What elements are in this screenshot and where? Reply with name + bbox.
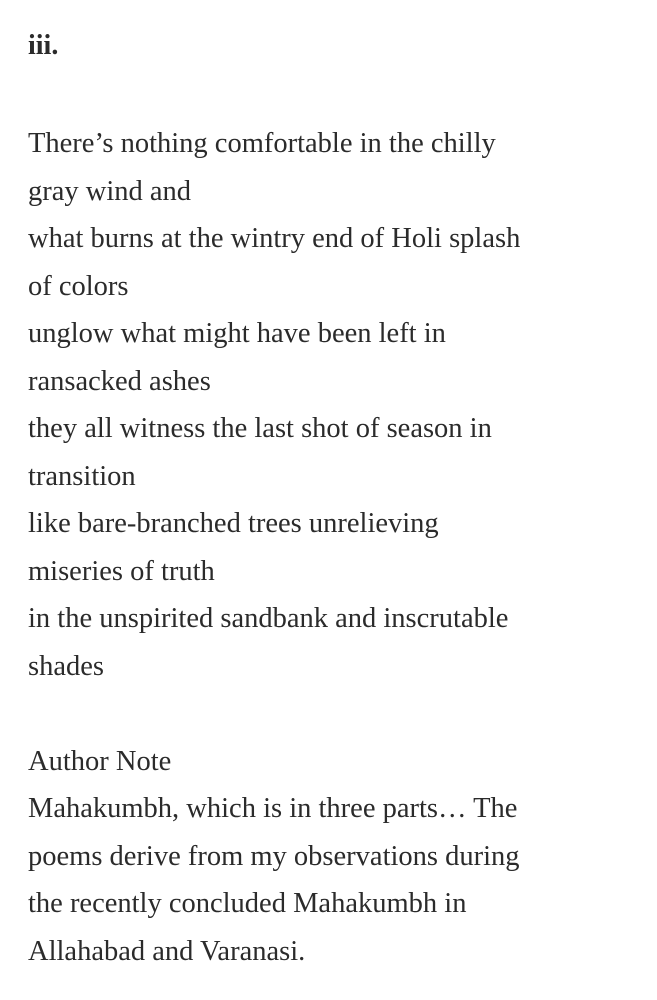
poem-line: shades [28,650,104,682]
author-note-line: the recently concluded Mahakumbh in [28,888,467,919]
poem-line: transition [28,460,136,492]
author-note-line: Mahakumbh, which is in three parts… The [28,793,518,824]
poem-line: like bare-branched trees unrelieving [28,508,439,539]
author-note-heading: Author Note [28,745,172,777]
poem-line: gray wind and [28,175,192,207]
author-note-line: Allahabad and Varanasi. [28,935,306,967]
poem-line: in the unspirited sandbank and inscrutable [28,603,509,634]
poem-line: There’s nothing comfortable in the chilly [28,128,496,159]
poem-stanza [28,120,638,690]
author-note-line: poems derive from my observations during [28,840,520,872]
author-note [28,738,638,976]
poem-line: of colors [28,270,129,302]
poem-line: unglow what might have been left in [28,318,446,349]
poem-line: they all witness the last shot of season in [28,413,492,444]
poem-line: ransacked ashes [28,365,211,397]
poem-line: what burns at the wintry end of Holi splash [28,223,521,254]
poem-page [28,26,638,975]
poem-line: miseries of truth [28,555,215,587]
section-number: iii. [28,30,59,61]
